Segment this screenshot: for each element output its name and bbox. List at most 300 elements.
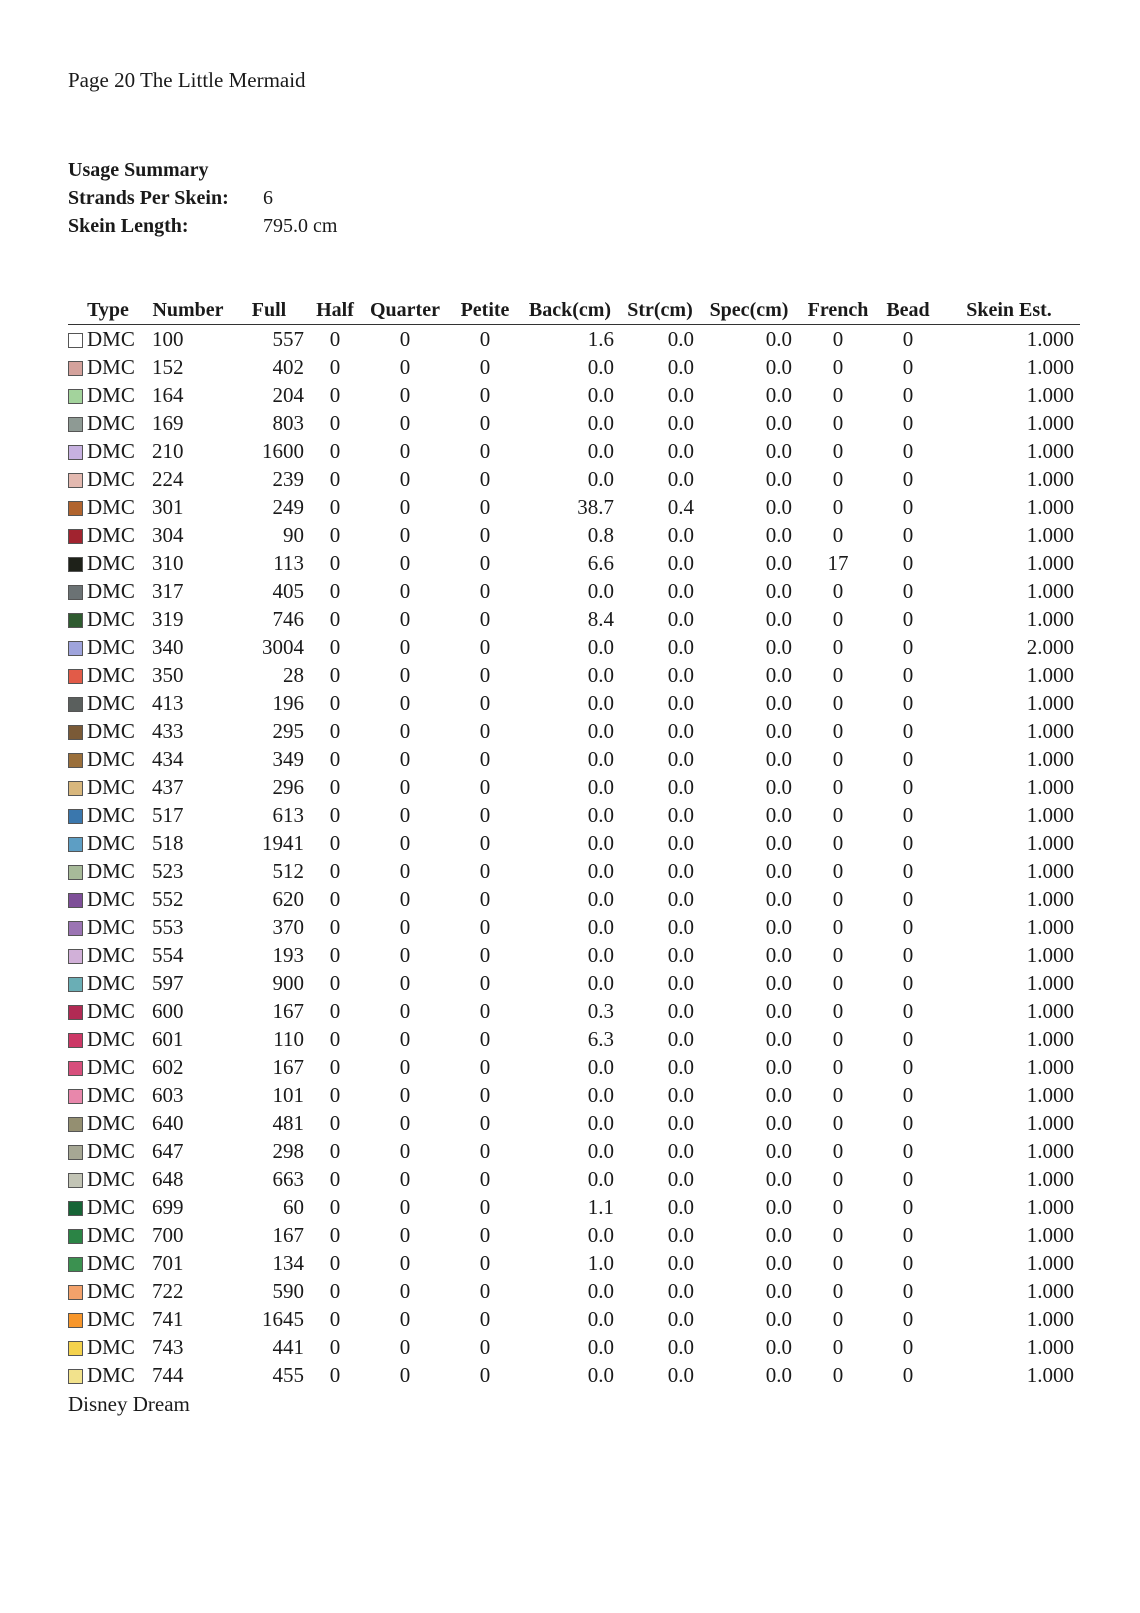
str-cell: 0.0: [667, 1362, 694, 1387]
french-cell: 0: [832, 1026, 844, 1051]
half-cell: 0: [329, 550, 341, 575]
skein-cell: 1.000: [1026, 1082, 1074, 1107]
color-swatch: [68, 977, 83, 992]
color-swatch: [68, 361, 83, 376]
spec-cell: 0.0: [765, 914, 792, 939]
type-text: DMC: [87, 1362, 135, 1387]
number-cell: 518: [152, 830, 184, 855]
bead-cell: 0: [902, 522, 914, 547]
color-swatch: [68, 501, 83, 516]
half-cell: 0: [329, 1306, 341, 1331]
table-row: [68, 941, 1080, 969]
back-cell: 0.0: [587, 438, 614, 463]
full-cell: 349: [272, 746, 304, 771]
type-cell: [68, 1249, 148, 1277]
quarter-cell: 0: [399, 326, 411, 351]
back-cell: 0.0: [587, 802, 614, 827]
number-cell: 743: [152, 1334, 184, 1359]
bead-cell: 0: [902, 1306, 914, 1331]
str-cell: 0.0: [667, 1110, 694, 1135]
skein-cell: 1.000: [1026, 942, 1074, 967]
number-cell: 699: [152, 1194, 184, 1219]
number-cell: 647: [152, 1138, 184, 1163]
quarter-cell: 0: [399, 690, 411, 715]
col-header: Skein Est.: [938, 296, 1080, 325]
table-row: [68, 1193, 1080, 1221]
skein-cell: 1.000: [1026, 802, 1074, 827]
petite-cell: 0: [479, 634, 491, 659]
spec-cell: 0.0: [765, 1334, 792, 1359]
full-cell: 663: [272, 1166, 304, 1191]
full-cell: 1600: [262, 438, 304, 463]
type-text: DMC: [87, 1026, 135, 1051]
quarter-cell: 0: [399, 606, 411, 631]
skein-cell: 1.000: [1026, 1334, 1074, 1359]
spec-cell: 0.0: [765, 522, 792, 547]
color-swatch: [68, 865, 83, 880]
half-cell: 0: [329, 1082, 341, 1107]
skein-cell: 1.000: [1026, 662, 1074, 687]
full-cell: 370: [272, 914, 304, 939]
petite-cell: 0: [479, 578, 491, 603]
french-cell: 0: [832, 410, 844, 435]
type-cell: [68, 605, 148, 633]
french-cell: 0: [832, 1362, 844, 1387]
half-cell: 0: [329, 1222, 341, 1247]
color-swatch: [68, 1341, 83, 1356]
quarter-cell: 0: [399, 746, 411, 771]
color-swatch: [68, 1285, 83, 1300]
strands-value: 6: [263, 187, 273, 209]
skein-cell: 1.000: [1026, 970, 1074, 995]
color-swatch: [68, 949, 83, 964]
back-cell: 0.0: [587, 1054, 614, 1079]
table-row: [68, 969, 1080, 997]
color-swatch: [68, 921, 83, 936]
french-cell: 0: [832, 830, 844, 855]
skein-cell: 1.000: [1026, 494, 1074, 519]
color-swatch: [68, 753, 83, 768]
type-text: DMC: [87, 1306, 135, 1331]
type-text: DMC: [87, 578, 135, 603]
quarter-cell: 0: [399, 1334, 411, 1359]
skein-cell: 1.000: [1026, 1026, 1074, 1051]
french-cell: 0: [832, 970, 844, 995]
back-cell: 0.0: [587, 1278, 614, 1303]
back-cell: 0.0: [587, 1362, 614, 1387]
color-swatch: [68, 1229, 83, 1244]
skein-cell: 1.000: [1026, 326, 1074, 351]
half-cell: 0: [329, 914, 341, 939]
half-cell: 0: [329, 326, 341, 351]
type-cell: [68, 325, 148, 354]
bead-cell: 0: [902, 774, 914, 799]
half-cell: 0: [329, 1054, 341, 1079]
type-cell: [68, 913, 148, 941]
french-cell: 0: [832, 578, 844, 603]
petite-cell: 0: [479, 1194, 491, 1219]
col-header: Full: [228, 296, 310, 325]
french-cell: 0: [832, 1278, 844, 1303]
quarter-cell: 0: [399, 1138, 411, 1163]
french-cell: 0: [832, 1250, 844, 1275]
petite-cell: 0: [479, 1110, 491, 1135]
half-cell: 0: [329, 606, 341, 631]
french-cell: 0: [832, 1194, 844, 1219]
col-header: Bead: [878, 296, 938, 325]
french-cell: 0: [832, 774, 844, 799]
spec-cell: 0.0: [765, 1194, 792, 1219]
spec-cell: 0.0: [765, 466, 792, 491]
petite-cell: 0: [479, 522, 491, 547]
skein-cell: 1.000: [1026, 354, 1074, 379]
col-header: Back(cm): [520, 296, 620, 325]
bead-cell: 0: [902, 1362, 914, 1387]
petite-cell: 0: [479, 970, 491, 995]
spec-cell: 0.0: [765, 774, 792, 799]
spec-cell: 0.0: [765, 1054, 792, 1079]
full-cell: 101: [272, 1082, 304, 1107]
back-cell: 0.0: [587, 662, 614, 687]
str-cell: 0.0: [667, 1082, 694, 1107]
quarter-cell: 0: [399, 858, 411, 883]
color-swatch: [68, 1257, 83, 1272]
skein-cell: 1.000: [1026, 1194, 1074, 1219]
french-cell: 0: [832, 718, 844, 743]
quarter-cell: 0: [399, 1278, 411, 1303]
half-cell: 0: [329, 718, 341, 743]
petite-cell: 0: [479, 494, 491, 519]
table-row: [68, 549, 1080, 577]
bead-cell: 0: [902, 1026, 914, 1051]
half-cell: 0: [329, 942, 341, 967]
str-cell: 0.0: [667, 942, 694, 967]
bead-cell: 0: [902, 970, 914, 995]
full-cell: 746: [272, 606, 304, 631]
petite-cell: 0: [479, 382, 491, 407]
full-cell: 405: [272, 578, 304, 603]
spec-cell: 0.0: [765, 1110, 792, 1135]
color-swatch: [68, 1005, 83, 1020]
col-header: Quarter: [360, 296, 450, 325]
skein-cell: 1.000: [1026, 438, 1074, 463]
bead-cell: 0: [902, 718, 914, 743]
type-cell: [68, 745, 148, 773]
type-cell: [68, 521, 148, 549]
skein-cell: 1.000: [1026, 1166, 1074, 1191]
str-cell: 0.0: [667, 410, 694, 435]
color-swatch: [68, 1313, 83, 1328]
french-cell: 0: [832, 1138, 844, 1163]
str-cell: 0.0: [667, 634, 694, 659]
type-text: DMC: [87, 1250, 135, 1275]
spec-cell: 0.0: [765, 1138, 792, 1163]
petite-cell: 0: [479, 550, 491, 575]
str-cell: 0.0: [667, 606, 694, 631]
half-cell: 0: [329, 970, 341, 995]
spec-cell: 0.0: [765, 830, 792, 855]
spec-cell: 0.0: [765, 1222, 792, 1247]
spec-cell: 0.0: [765, 382, 792, 407]
table-row: [68, 997, 1080, 1025]
skein-cell: 1.000: [1026, 1110, 1074, 1135]
back-cell: 0.0: [587, 354, 614, 379]
full-cell: 249: [272, 494, 304, 519]
table-row: [68, 437, 1080, 465]
full-cell: 167: [272, 1222, 304, 1247]
color-swatch: [68, 893, 83, 908]
half-cell: 0: [329, 1110, 341, 1135]
full-cell: 620: [272, 886, 304, 911]
full-cell: 167: [272, 998, 304, 1023]
str-cell: 0.0: [667, 1222, 694, 1247]
number-cell: 744: [152, 1362, 184, 1387]
petite-cell: 0: [479, 662, 491, 687]
page-header: Page 20 The Little Mermaid: [68, 68, 306, 92]
half-cell: 0: [329, 494, 341, 519]
full-cell: 193: [272, 942, 304, 967]
half-cell: 0: [329, 1194, 341, 1219]
strands-row: [68, 184, 337, 212]
quarter-cell: 0: [399, 970, 411, 995]
str-cell: 0.0: [667, 578, 694, 603]
type-cell: [68, 857, 148, 885]
skein-cell: 1.000: [1026, 1054, 1074, 1079]
number-cell: 317: [152, 578, 184, 603]
number-cell: 553: [152, 914, 184, 939]
number-cell: 437: [152, 774, 184, 799]
skein-cell: 1.000: [1026, 886, 1074, 911]
back-cell: 0.0: [587, 774, 614, 799]
full-cell: 196: [272, 690, 304, 715]
skein-length-row: [68, 212, 337, 240]
full-cell: 481: [272, 1110, 304, 1135]
petite-cell: 0: [479, 690, 491, 715]
bead-cell: 0: [902, 606, 914, 631]
half-cell: 0: [329, 354, 341, 379]
bead-cell: 0: [902, 410, 914, 435]
footer-text: Disney Dream: [68, 1392, 190, 1416]
type-cell: [68, 577, 148, 605]
table-row: [68, 325, 1080, 354]
table-row: [68, 409, 1080, 437]
full-cell: 134: [272, 1250, 304, 1275]
type-cell: [68, 633, 148, 661]
petite-cell: 0: [479, 914, 491, 939]
quarter-cell: 0: [399, 1054, 411, 1079]
bead-cell: 0: [902, 634, 914, 659]
color-swatch: [68, 1173, 83, 1188]
half-cell: 0: [329, 438, 341, 463]
quarter-cell: 0: [399, 1026, 411, 1051]
petite-cell: 0: [479, 774, 491, 799]
half-cell: 0: [329, 522, 341, 547]
number-cell: 340: [152, 634, 184, 659]
back-cell: 0.0: [587, 634, 614, 659]
quarter-cell: 0: [399, 942, 411, 967]
quarter-cell: 0: [399, 718, 411, 743]
color-swatch: [68, 725, 83, 740]
type-text: DMC: [87, 830, 135, 855]
number-cell: 601: [152, 1026, 184, 1051]
skein-cell: 1.000: [1026, 606, 1074, 631]
type-cell: [68, 1053, 148, 1081]
spec-cell: 0.0: [765, 802, 792, 827]
col-header: Petite: [450, 296, 520, 325]
color-swatch: [68, 1145, 83, 1160]
type-text: DMC: [87, 466, 135, 491]
bead-cell: 0: [902, 998, 914, 1023]
french-cell: 0: [832, 914, 844, 939]
back-cell: 0.0: [587, 382, 614, 407]
color-swatch: [68, 585, 83, 600]
table-row: [68, 1025, 1080, 1053]
skein-cell: 1.000: [1026, 718, 1074, 743]
type-cell: [68, 1193, 148, 1221]
quarter-cell: 0: [399, 494, 411, 519]
number-cell: 552: [152, 886, 184, 911]
full-cell: 296: [272, 774, 304, 799]
bead-cell: 0: [902, 830, 914, 855]
bead-cell: 0: [902, 746, 914, 771]
half-cell: 0: [329, 998, 341, 1023]
number-cell: 433: [152, 718, 184, 743]
type-text: DMC: [87, 1110, 135, 1135]
skein-cell: 1.000: [1026, 382, 1074, 407]
type-text: DMC: [87, 354, 135, 379]
type-text: DMC: [87, 1194, 135, 1219]
str-cell: 0.0: [667, 690, 694, 715]
type-cell: [68, 717, 148, 745]
bead-cell: 0: [902, 690, 914, 715]
quarter-cell: 0: [399, 438, 411, 463]
spec-cell: 0.0: [765, 578, 792, 603]
type-text: DMC: [87, 438, 135, 463]
bead-cell: 0: [902, 466, 914, 491]
table-row: [68, 829, 1080, 857]
str-cell: 0.0: [667, 886, 694, 911]
color-swatch: [68, 445, 83, 460]
table-row: [68, 493, 1080, 521]
bead-cell: 0: [902, 858, 914, 883]
table-row: [68, 1053, 1080, 1081]
str-cell: 0.0: [667, 746, 694, 771]
type-cell: [68, 829, 148, 857]
table-row: [68, 1221, 1080, 1249]
type-text: DMC: [87, 942, 135, 967]
petite-cell: 0: [479, 746, 491, 771]
table-row: [68, 1081, 1080, 1109]
type-cell: [68, 941, 148, 969]
str-cell: 0.0: [667, 438, 694, 463]
full-cell: 90: [283, 522, 304, 547]
back-cell: 0.0: [587, 578, 614, 603]
str-cell: 0.0: [667, 1054, 694, 1079]
color-swatch: [68, 1061, 83, 1076]
number-cell: 152: [152, 354, 184, 379]
half-cell: 0: [329, 410, 341, 435]
french-cell: 0: [832, 886, 844, 911]
bead-cell: 0: [902, 802, 914, 827]
table-row: [68, 773, 1080, 801]
number-cell: 523: [152, 858, 184, 883]
bead-cell: 0: [902, 1166, 914, 1191]
skein-length-label: Skein Length:: [68, 215, 189, 237]
spec-cell: 0.0: [765, 1306, 792, 1331]
petite-cell: 0: [479, 886, 491, 911]
half-cell: 0: [329, 830, 341, 855]
table-row: [68, 913, 1080, 941]
back-cell: 0.0: [587, 1138, 614, 1163]
quarter-cell: 0: [399, 1194, 411, 1219]
french-cell: 0: [832, 382, 844, 407]
petite-cell: 0: [479, 830, 491, 855]
quarter-cell: 0: [399, 886, 411, 911]
spec-cell: 0.0: [765, 410, 792, 435]
bead-cell: 0: [902, 438, 914, 463]
table-row: [68, 633, 1080, 661]
back-cell: 0.3: [587, 998, 614, 1023]
str-cell: 0.0: [667, 998, 694, 1023]
table-body: [68, 325, 1080, 1390]
half-cell: 0: [329, 886, 341, 911]
half-cell: 0: [329, 1026, 341, 1051]
skein-cell: 1.000: [1026, 410, 1074, 435]
str-cell: 0.0: [667, 1334, 694, 1359]
full-cell: 455: [272, 1362, 304, 1387]
type-text: DMC: [87, 998, 135, 1023]
type-cell: [68, 885, 148, 913]
french-cell: 0: [832, 998, 844, 1023]
quarter-cell: 0: [399, 1222, 411, 1247]
col-header: Spec(cm): [700, 296, 798, 325]
type-cell: [68, 1333, 148, 1361]
half-cell: 0: [329, 662, 341, 687]
full-cell: 298: [272, 1138, 304, 1163]
col-header: Number: [148, 296, 228, 325]
type-text: DMC: [87, 858, 135, 883]
quarter-cell: 0: [399, 634, 411, 659]
bead-cell: 0: [902, 942, 914, 967]
quarter-cell: 0: [399, 1082, 411, 1107]
petite-cell: 0: [479, 410, 491, 435]
table-row: [68, 1277, 1080, 1305]
spec-cell: 0.0: [765, 326, 792, 351]
strands-label: Strands Per Skein:: [68, 187, 229, 209]
number-cell: 100: [152, 326, 184, 351]
table-row: [68, 1305, 1080, 1333]
bead-cell: 0: [902, 1278, 914, 1303]
type-text: DMC: [87, 1334, 135, 1359]
type-cell: [68, 1137, 148, 1165]
petite-cell: 0: [479, 1362, 491, 1387]
french-cell: 0: [832, 326, 844, 351]
skein-cell: 1.000: [1026, 578, 1074, 603]
number-cell: 413: [152, 690, 184, 715]
spec-cell: 0.0: [765, 858, 792, 883]
type-cell: [68, 773, 148, 801]
full-cell: 167: [272, 1054, 304, 1079]
table-row: [68, 465, 1080, 493]
color-swatch: [68, 1089, 83, 1104]
spec-cell: 0.0: [765, 690, 792, 715]
bead-cell: 0: [902, 382, 914, 407]
half-cell: 0: [329, 578, 341, 603]
petite-cell: 0: [479, 326, 491, 351]
french-cell: 0: [832, 690, 844, 715]
quarter-cell: 0: [399, 1306, 411, 1331]
str-cell: 0.0: [667, 914, 694, 939]
